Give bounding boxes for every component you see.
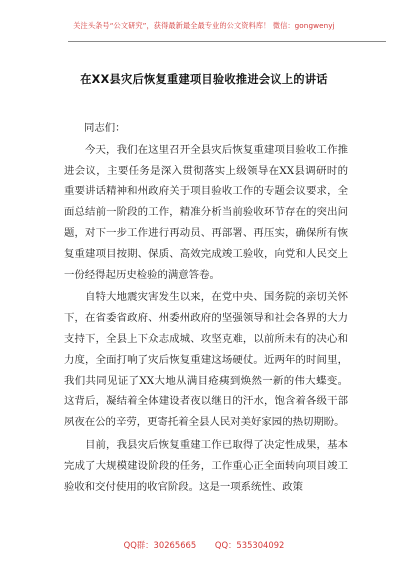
footer-qq: QQ：535304092 (214, 540, 285, 550)
header-divider (68, 41, 386, 42)
footer-contact (0, 539, 408, 551)
document-title: 在XX县灾后恢复重建项目验收推进会议上的讲话 (80, 73, 328, 86)
footer-qq-group: QQ群：30265665 (123, 540, 197, 550)
salutation: 同志们： (84, 122, 126, 134)
paragraph-3: 目前，我县灾后恢复重建工作已取得了决定性成果，基本完成了大规模建设阶段的任务，工作重心正全面转向项目竣工验收和交付使用的收官阶段。这是一项系统性、政策 (64, 438, 348, 493)
header-banner: 关注头条号“公文研究”，获得最新最全最专业的公文资料库！ 微信：gongwenyj (73, 21, 335, 30)
paragraph-1: 今天，我们在这里召开全县灾后恢复重建项目验收工作推进会议，主要任务是深入贯彻落实上级领导在XX县调研时的重要讲话精神和州政府关于项目验收工作的专题会议要求，全面总结前一阶段的工作，精准分析当前验收环节存在的突出问题，对下一步工作进行再动员、再部署、再压实，确保所有恢复重建项目按期、保质、高效完成竣工验收，向党和人民交上一份经得起历史检验的满意答卷。 (64, 143, 348, 281)
paragraph-2: 自特大地震灾害发生以来，在党中央、国务院的亲切关怀下，在省委省政府、州委州政府的坚强领导和社会各界的大力支持下，全县上下众志成城、攻坚克难，以前所未有的决心和力度，全面打响了灾后恢复重建这场硬仗。近两年的时间里，我们共同见证了XX大地从满目疮痍到焕然一新的伟大蝶变。这背后，凝结着全体建设者夜以继日的汗水，饱含着各级干部夙夜在公的辛劳，更寄托着全县人民对美好家园的热切期盼。 (64, 291, 348, 429)
document-body (64, 118, 348, 499)
